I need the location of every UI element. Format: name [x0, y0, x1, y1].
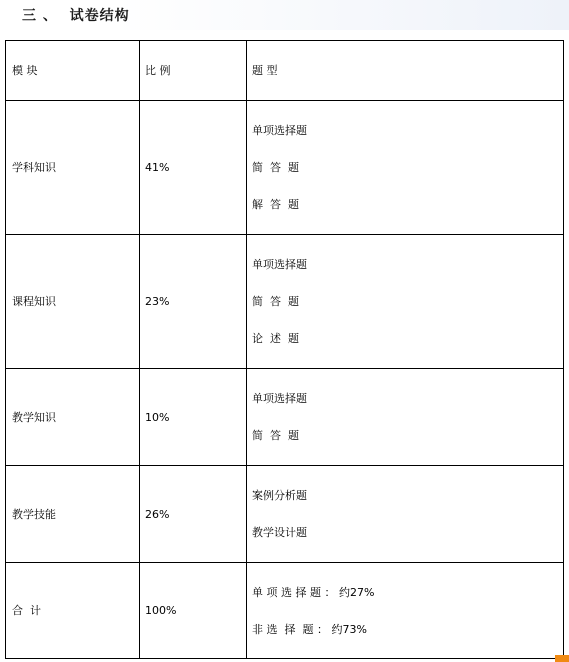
type-item: 案例分析题: [252, 489, 307, 502]
type-item: 简 答 题: [252, 295, 299, 308]
ratio-cell: 23%: [140, 235, 247, 369]
ratio-cell: 100%: [140, 563, 247, 659]
type-item: 单项选择题: [252, 124, 307, 137]
type-item: 简 答 题: [252, 429, 299, 442]
ratio-cell: 41%: [140, 101, 247, 235]
table-header-row: [6, 41, 564, 101]
type-cell: [247, 101, 564, 235]
module-cell: 教学知识: [6, 369, 140, 466]
type-cell: [247, 466, 564, 563]
ratio-cell: 10%: [140, 369, 247, 466]
module-cell: 课程知识: [6, 235, 140, 369]
table-row: [6, 466, 564, 563]
section-title: 三 、 试卷结构: [22, 8, 130, 24]
module-cell: 合 计: [6, 563, 140, 659]
table-row: [6, 369, 564, 466]
header-type: 题 型: [247, 41, 564, 101]
header-ratio: 比 例: [140, 41, 247, 101]
exam-structure-table: [5, 40, 564, 659]
table-row-total: [6, 563, 564, 659]
type-cell: [247, 563, 564, 659]
module-cell: 教学技能: [6, 466, 140, 563]
corner-marker: [555, 655, 569, 662]
type-cell: [247, 235, 564, 369]
type-item: 单 项 选 择 题 ： 约27%: [252, 585, 375, 599]
type-cell: [247, 369, 564, 466]
module-cell: 学科知识: [6, 101, 140, 235]
type-item: 单项选择题: [252, 392, 307, 405]
type-item: 简 答 题: [252, 161, 299, 174]
type-item: 非 选 择 题 ： 约73%: [252, 622, 367, 636]
header-module: 模 块: [6, 41, 140, 101]
table-row: [6, 235, 564, 369]
table-row: [6, 101, 564, 235]
type-item: 解 答 题: [252, 198, 299, 211]
type-item: 论 述 题: [252, 332, 299, 345]
ratio-cell: 26%: [140, 466, 247, 563]
type-item: 教学设计题: [252, 526, 307, 539]
type-item: 单项选择题: [252, 258, 307, 271]
